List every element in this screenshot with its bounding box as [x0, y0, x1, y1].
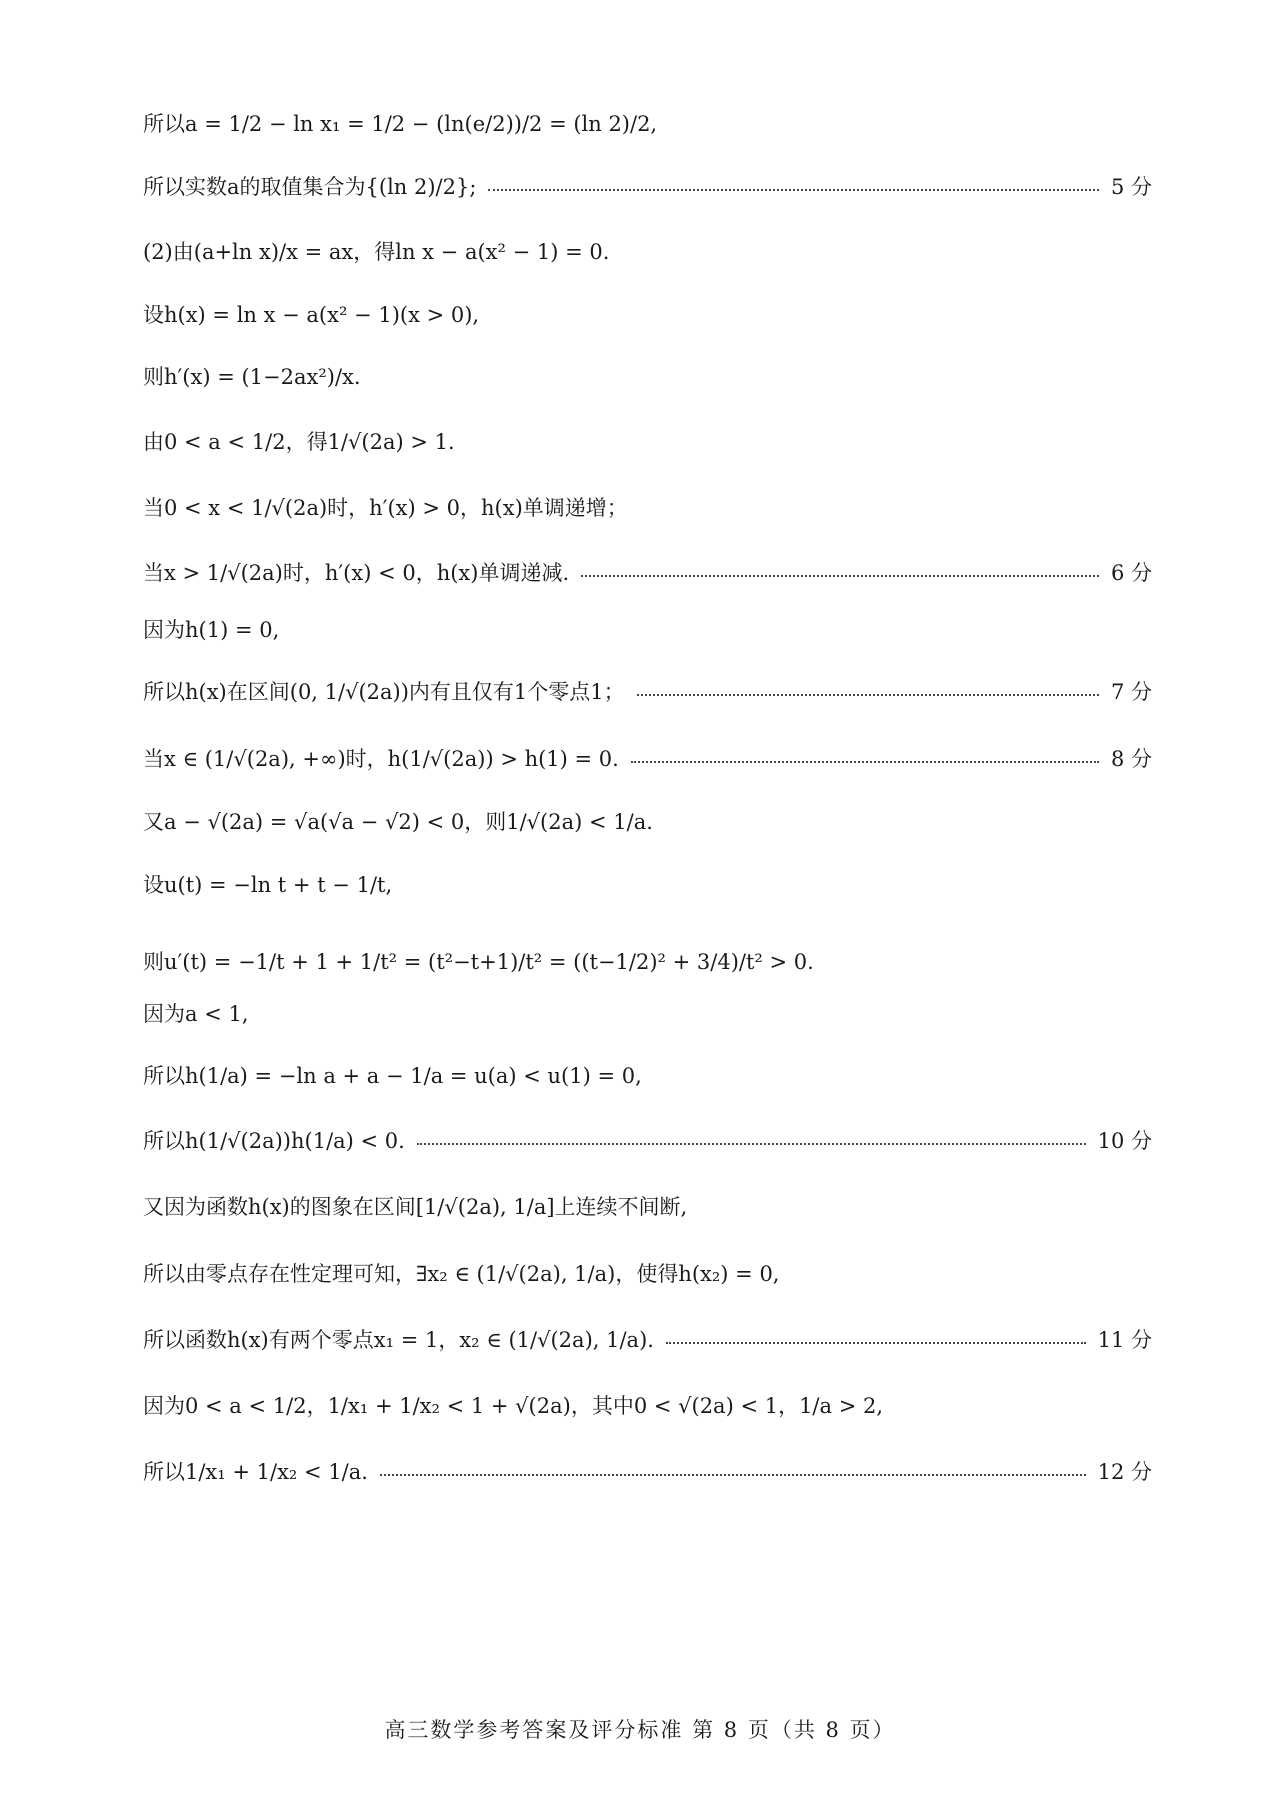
line-text: 又a − √(2a) = √a(√a − √2) < 0，则1/√(2a) < 1/a. [143, 810, 653, 834]
solution-line [143, 365, 1152, 390]
score-label: 12 分 [1097, 1460, 1152, 1484]
line-text: 所以函数h(x)有两个零点x₁ = 1，x₂ ∈ (1/√(2a), 1/a). [143, 1328, 654, 1352]
solution-line [143, 240, 1152, 265]
dotted-leader [380, 1474, 1086, 1476]
line-text: 因为h(1) = 0, [143, 618, 280, 642]
solution-line [143, 112, 1152, 137]
dotted-leader [417, 1143, 1086, 1145]
solution-line [143, 1064, 1152, 1089]
dotted-leader [637, 694, 1099, 696]
solution-line [143, 950, 1152, 975]
line-text: 所以由零点存在性定理可知，∃x₂ ∈ (1/√(2a), 1/a)，使得h(x₂) = 0, [143, 1262, 780, 1286]
score-label: 6 分 [1110, 561, 1152, 585]
line-text: 所以1/x₁ + 1/x₂ < 1/a. [143, 1460, 368, 1484]
solution-line [143, 1002, 1152, 1027]
line-text: 所以h(1/√(2a))h(1/a) < 0. [143, 1129, 405, 1153]
dotted-leader [666, 1342, 1086, 1344]
dotted-leader [581, 575, 1099, 577]
line-text: 所以a = 1/2 − ln x₁ = 1/2 − (ln(e/2))/2 = (ln 2)/2, [143, 112, 658, 136]
solution-line [143, 1129, 1152, 1154]
score-label: 8 分 [1110, 747, 1152, 771]
solution-line [143, 303, 1152, 328]
solution-line [143, 810, 1152, 835]
line-text: 当x ∈ (1/√(2a), +∞)时，h(1/√(2a)) > h(1) = 0. [143, 747, 619, 771]
line-text: 则h′(x) = (1−2ax²)/x. [143, 365, 361, 389]
line-text: (2)由(a+ln x)/x = ax，得ln x − a(x² − 1) = 0. [143, 240, 610, 264]
solution-line [143, 747, 1152, 772]
line-text: 则u′(t) = −1/t + 1 + 1/t² = (t²−t+1)/t² = ((t−1/2)² + 3/4)/t² > 0. [143, 950, 814, 974]
line-text: 当0 < x < 1/√(2a)时，h′(x) > 0，h(x)单调递增； [143, 496, 628, 520]
solution-line [143, 1262, 1152, 1287]
score-label: 10 分 [1097, 1129, 1152, 1153]
solution-line [143, 175, 1152, 200]
solution-line [143, 1394, 1152, 1419]
score-label: 11 分 [1097, 1328, 1152, 1352]
line-text: 当x > 1/√(2a)时，h′(x) < 0，h(x)单调递减. [143, 561, 570, 585]
dotted-leader [488, 189, 1099, 191]
line-text: 设h(x) = ln x − a(x² − 1)(x > 0), [143, 303, 480, 327]
line-text: 所以h(1/a) = −ln a + a − 1/a = u(a) < u(1) = 0, [143, 1064, 642, 1088]
score-label: 7 分 [1110, 680, 1152, 704]
line-text: 因为a < 1, [143, 1002, 249, 1026]
line-text: 所以实数a的取值集合为{(ln 2)/2}; [143, 175, 477, 199]
solution-line [143, 680, 1152, 705]
solution-line [143, 1460, 1152, 1485]
solution-line [143, 618, 1152, 643]
solution-line [143, 430, 1152, 455]
solution-line [143, 1328, 1152, 1353]
score-label: 5 分 [1110, 175, 1152, 199]
line-text: 由0 < a < 1/2，得1/√(2a) > 1. [143, 430, 455, 454]
line-text: 又因为函数h(x)的图象在区间[1/√(2a), 1/a]上连续不间断, [143, 1195, 688, 1219]
dotted-leader [631, 761, 1099, 763]
line-text: 设u(t) = −ln t + t − 1/t, [143, 873, 393, 897]
page-footer: 高三数学参考答案及评分标准 第 8 页（共 8 页） [384, 1718, 896, 1742]
solution-line [143, 1195, 1152, 1220]
solution-line [143, 561, 1152, 586]
solution-line [143, 873, 1152, 898]
line-text: 因为0 < a < 1/2，1/x₁ + 1/x₂ < 1 + √(2a)，其中0 < √(2a) < 1，1/a > 2, [143, 1394, 884, 1418]
solution-line [143, 496, 1152, 521]
line-text: 所以h(x)在区间(0, 1/√(2a))内有且仅有1个零点1； [143, 680, 625, 704]
